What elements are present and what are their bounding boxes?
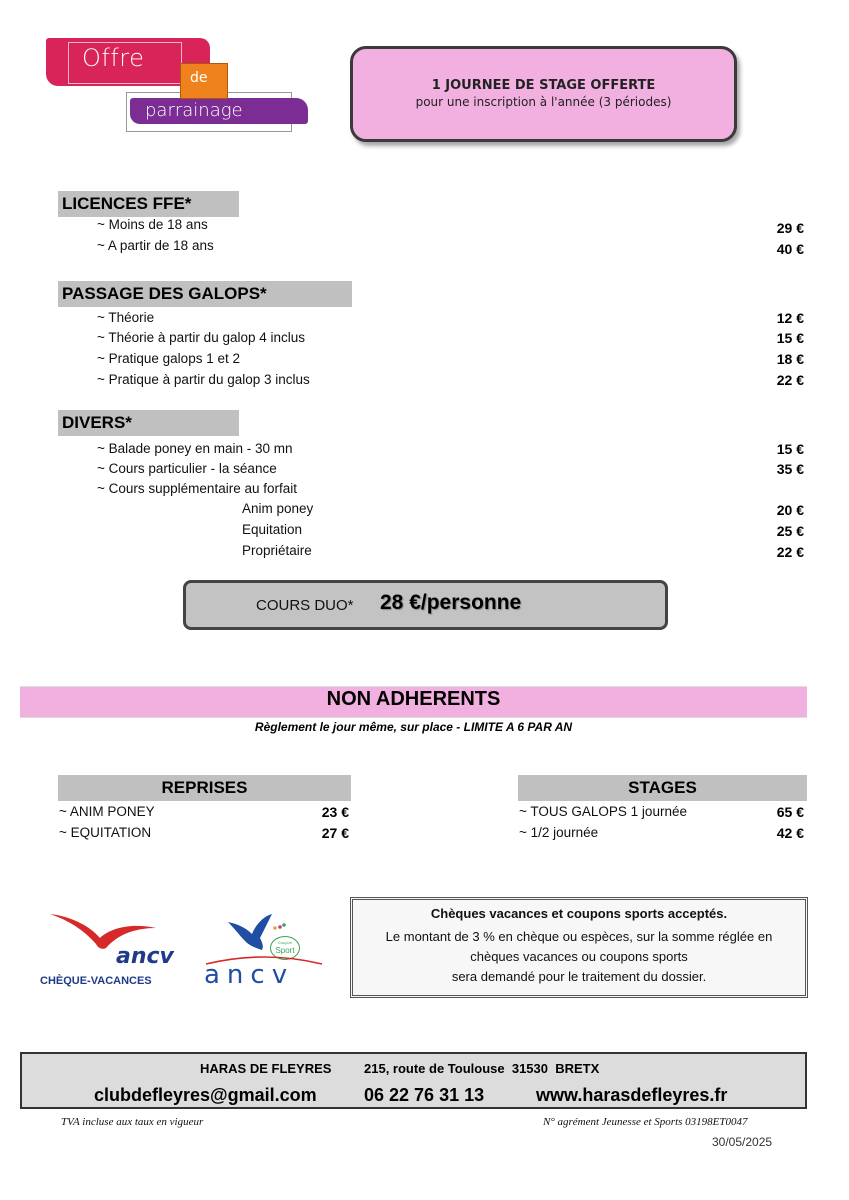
cours-duo-price: 28 €/personne	[380, 591, 522, 614]
ancv-coupon-sport-logo	[198, 912, 333, 992]
list-item-label: ~ Cours particulier - la séance	[97, 461, 277, 476]
non-adherents-subtitle: Règlement le jour même, sur place - LIMITE A 6 PAR AN	[254, 720, 573, 734]
non-adherents-title: NON ADHERENTS	[326, 688, 501, 710]
list-item-price: 29 €	[776, 220, 804, 236]
list-item-label: ~ Théorie	[97, 310, 155, 325]
list-item-price: 42 €	[776, 825, 804, 841]
cours-duo-label: COURS DUO*	[256, 597, 354, 614]
cheques-info-box	[350, 897, 808, 998]
list-item-price: 25 €	[776, 523, 804, 539]
list-item-label: ~ TOUS GALOPS 1 journée	[519, 804, 687, 819]
email-link[interactable]: clubdefleyres@gmail.com	[94, 1085, 317, 1105]
logo-offre-text: Offre	[82, 44, 145, 72]
list-item-price: 27 €	[321, 825, 349, 841]
coupon-text: Coupon	[277, 940, 292, 945]
offer-title: 1 JOURNEE DE STAGE OFFERTE	[431, 78, 656, 93]
list-item-label: ~ Moins de 18 ans	[97, 217, 208, 232]
offer-subtitle: pour une inscription à l'année (3 périodes)	[415, 95, 672, 109]
list-item-label: ~ A partir de 18 ans	[97, 238, 214, 253]
list-item-price: 65 €	[776, 804, 804, 820]
reprises-header: REPRISES	[58, 775, 351, 801]
cheque-vacances-text: CHÈQUE-VACANCES	[40, 975, 152, 987]
website-link[interactable]: www.harasdefleyres.fr	[536, 1085, 728, 1105]
sport-text: Sport	[275, 946, 295, 955]
list-item-label: Anim poney	[242, 501, 314, 516]
list-item-label: ~ EQUITATION	[59, 825, 152, 840]
ancv-logo2-text: ancv	[204, 960, 295, 990]
section-header-divers: DIVERS*	[58, 410, 239, 436]
document-date: 30/05/2025	[712, 1135, 773, 1149]
club-address: 215, route de Toulouse 31530 BRETX	[364, 1061, 600, 1076]
offer-box	[350, 46, 737, 142]
phone-number[interactable]: 06 22 76 31 13	[364, 1085, 485, 1105]
offre-parrainage-logo	[0, 0, 320, 140]
list-item-price: 12 €	[776, 310, 804, 326]
list-item-price: 15 €	[776, 330, 804, 346]
list-item-price: 18 €	[776, 351, 804, 367]
list-item-label: ~ 1/2 journée	[519, 825, 599, 840]
agrement-note: N° agrément Jeunesse et Sports 03198ET0047	[543, 1116, 748, 1128]
list-item-label: ~ Balade poney en main - 30 mn	[97, 441, 293, 456]
tva-note: TVA incluse aux taux en vigueur	[61, 1116, 204, 1128]
section-header-licences: LICENCES FFE*	[58, 191, 239, 217]
list-item-price: 15 €	[776, 441, 804, 457]
list-item-price: 20 €	[776, 502, 804, 518]
list-item-label: ~ ANIM PONEY	[59, 804, 155, 819]
logo-de-text: de	[190, 70, 208, 86]
list-item-price: 40 €	[776, 241, 804, 257]
cheques-line: Le montant de 3 % en chèque ou espèces, sur la somme réglée en	[385, 929, 773, 944]
list-item-price: 23 €	[321, 804, 349, 820]
cheques-title: Chèques vacances et coupons sports acceptés.	[430, 906, 728, 921]
ancv-cheque-vacances-logo	[38, 910, 173, 990]
logo-parrainage-text: parrainage	[145, 100, 243, 121]
list-item-label: ~ Cours supplémentaire au forfait	[97, 481, 297, 496]
ancv-logo-text: ancv	[116, 944, 174, 969]
list-item-price: 22 €	[776, 544, 804, 560]
list-item-price: 35 €	[776, 461, 804, 477]
cheques-line: sera demandé pour le traitement du dossier.	[451, 969, 707, 984]
list-item-label: ~ Théorie à partir du galop 4 inclus	[97, 330, 306, 345]
list-item-label: ~ Pratique galops 1 et 2	[97, 351, 240, 366]
cheques-line: chèques vacances ou coupons sports	[470, 949, 688, 964]
list-item-label: Equitation	[242, 522, 303, 537]
club-name: HARAS DE FLEYRES	[200, 1061, 332, 1076]
section-header-galops: PASSAGE DES GALOPS*	[58, 281, 352, 307]
list-item-label: Propriétaire	[242, 543, 312, 558]
stages-header: STAGES	[518, 775, 807, 801]
list-item-label: ~ Pratique à partir du galop 3 inclus	[97, 372, 310, 387]
contact-footer	[20, 1052, 807, 1109]
list-item-price: 22 €	[776, 372, 804, 388]
